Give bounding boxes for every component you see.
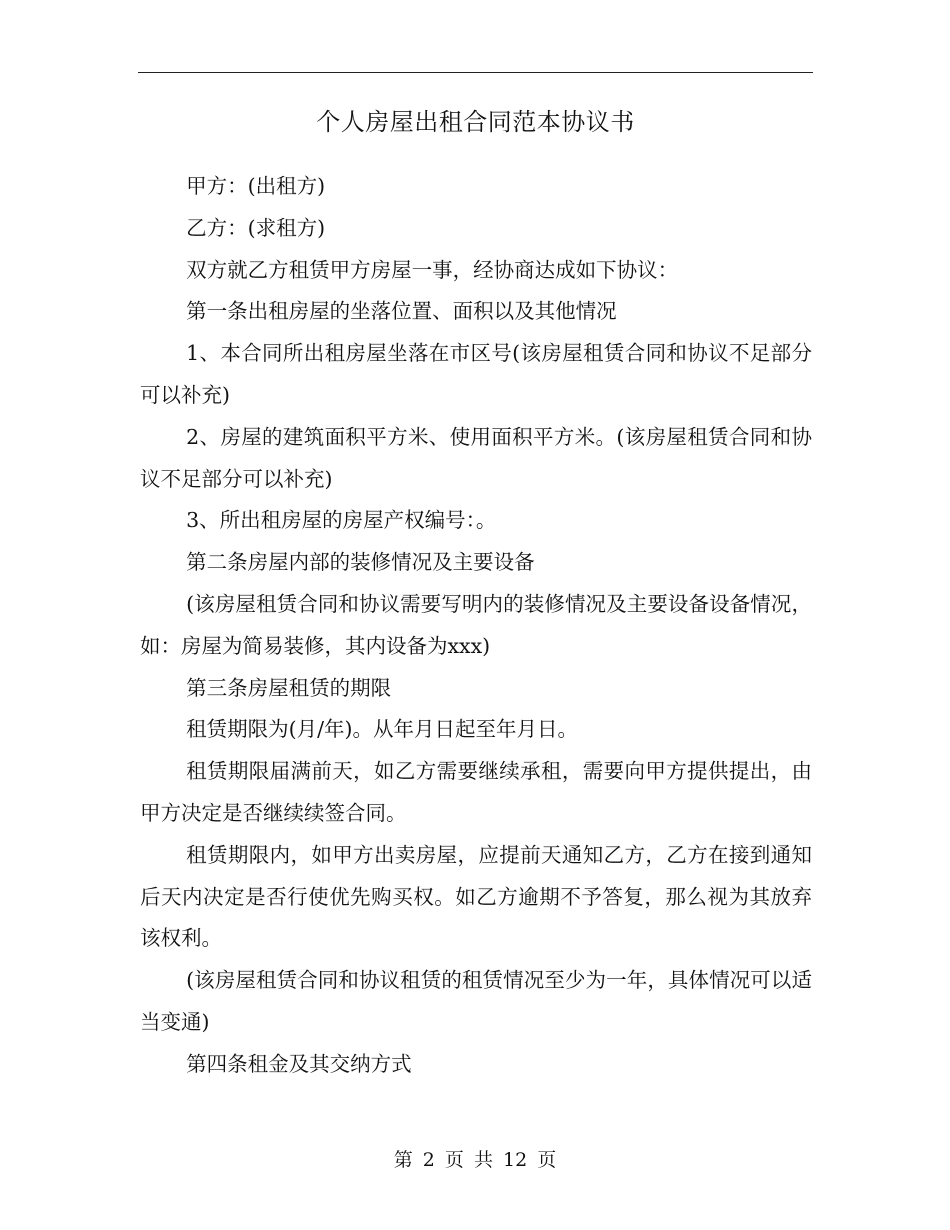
article-3-renewal: 租赁期限届满前天，如乙方需要继续承租，需要向甲方提供提出，由甲方决定是否继续续签合同。 [140, 759, 812, 825]
article-2-heading: 第二条房屋内部的装修情况及主要设备 [186, 550, 535, 575]
article-1-item-3: 3、所出租房屋的房屋产权编号：。 [186, 508, 497, 533]
article-2-note: (该房屋租赁合同和协议需要写明内的装修情况及主要设备设备情况，如：房屋为简易装修，其内设备为xxx) [140, 591, 812, 658]
article-4-heading: 第四条租金及其交纳方式 [186, 1051, 412, 1076]
article-3-note: (该房屋租赁合同和协议租赁的租赁情况至少为一年，具体情况可以适当变通) [140, 968, 812, 1034]
header-rule [138, 72, 813, 73]
article-3-heading: 第三条房屋租赁的期限 [186, 675, 392, 700]
article-1-heading: 第一条出租房屋的坐落位置、面积以及其他情况 [186, 299, 617, 324]
article-1-item-2: 2、房屋的建筑面积平方米、使用面积平方米。(该房屋租赁合同和协议不足部分可以补充) [140, 424, 812, 491]
article-1-item-1: 1、本合同所出租房屋坐落在市区号(该房屋租赁合同和协议不足部分可以补充) [140, 341, 812, 407]
page-number-footer: 第 2 页 共 12 页 [393, 1149, 557, 1171]
document-body [140, 166, 812, 1086]
paragraph-party-a: 甲方：(出租方) [186, 174, 326, 198]
document-title: 个人房屋出租合同范本协议书 [316, 108, 635, 136]
paragraph-agreement-intro: 双方就乙方租赁甲方房屋一事，经协商达成如下协议： [186, 257, 679, 282]
article-3-sale-priority: 租赁期限内，如甲方出卖房屋，应提前天通知乙方，乙方在接到通知后天内决定是否行使优先购买权。如乙方逾期不予答复，那么视为其放弃该权利。 [140, 842, 812, 951]
paragraph-party-b: 乙方：(求租方) [186, 215, 326, 240]
article-3-term: 租赁期限为(月/年)。从年月日起至年月日。 [186, 717, 579, 742]
